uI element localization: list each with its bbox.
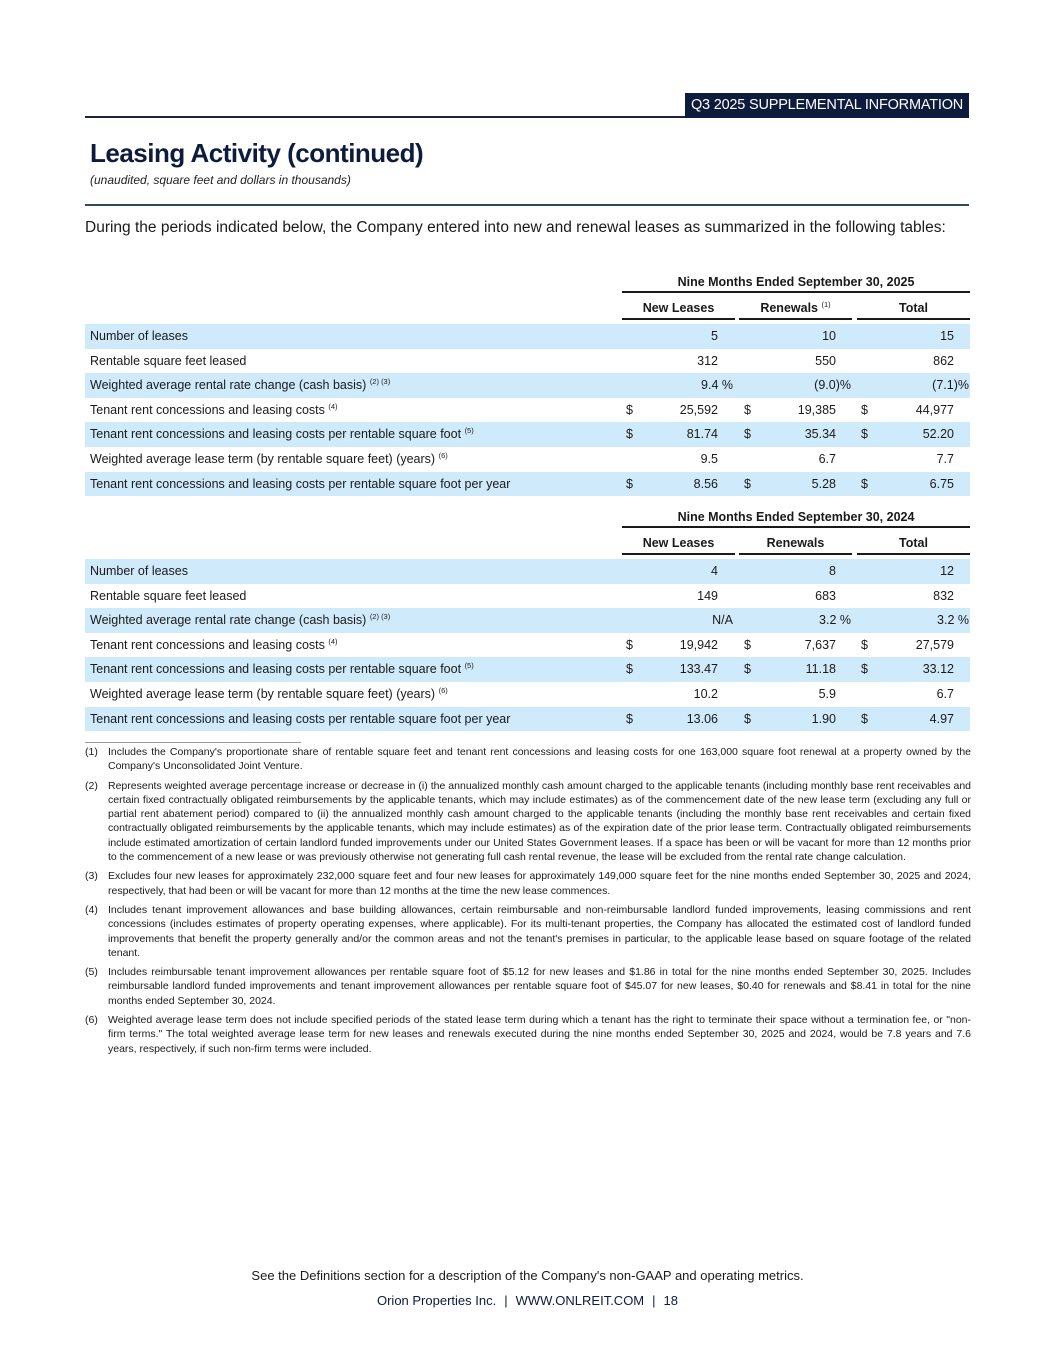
cell-renewals: 10 <box>822 329 836 343</box>
cell-new: 133.47 <box>679 662 718 677</box>
column-header-new-leases: New Leases <box>622 535 735 555</box>
dollar-sign: $ <box>626 637 633 652</box>
row-label-text: Tenant rent concessions and leasing costs <box>90 637 325 652</box>
column-header-renewals <box>739 300 852 320</box>
cell-new: 8.56 <box>693 476 718 491</box>
row-label <box>90 472 510 497</box>
table-row <box>85 422 970 447</box>
column-header-new-leases: New Leases <box>622 300 735 320</box>
row-label-text: Weighted average rental rate change (cash basis) <box>90 613 367 628</box>
cell-renewals: (9.0)% <box>814 378 851 393</box>
period-header: Nine Months Ended September 30, 2025 <box>622 273 970 293</box>
cell-new: 9.4 % <box>701 378 733 393</box>
cell-total: 15 <box>940 329 954 343</box>
cell-total: 7.7 <box>936 451 954 466</box>
table-row <box>85 608 970 633</box>
period-header: Nine Months Ended September 30, 2024 <box>622 508 970 528</box>
footnote-text: Represents weighted average percentage increase or decrease in (i) the annualized monthly cash amount charged to the applicable tenants (including monthly base rent receivables and certain fixed contractually obligated reimbursements by the applicable tenants, which may include estimates) as of the commencement date of the new lease term (excluding any full or partial rent abatement period) compared to (ii) the annualized monthly cash amount charged to the applicable tenants (including the monthly base rent receivables and certain fixed contractually obligated reimbursements by the applicable tenants, which may include estimates) as of the expiration date of the prior lease term. Contractually obligated reimbursements include estimated amortization of certain landlord funded improvements under our United States Government leases. If a space has been or will be vacant for more than 12 months prior to the commencement of a new lease or was previously otherwise not generating full cash rental revenue, the lease will be excluded from the rental rate change calculation. <box>108 779 971 864</box>
footnote-item <box>85 779 971 865</box>
dollar-sign: $ <box>744 427 751 442</box>
dollar-sign: $ <box>861 427 868 442</box>
page-subtitle: (unaudited, square feet and dollars in thousands) <box>90 173 351 187</box>
intro-paragraph: During the periods indicated below, the Company entered into new and renewal leases as summarized in the following tables: <box>85 219 946 236</box>
cell-new: 81.74 <box>686 427 718 442</box>
footnotes <box>85 745 971 1061</box>
footnote-ref: (4) <box>328 401 338 411</box>
cell-renewals: 19,385 <box>797 402 836 417</box>
cell-renewals: 8 <box>829 564 836 578</box>
footnote-item <box>85 965 971 1008</box>
footnote-number: (6) <box>85 1014 98 1027</box>
cell-new: 5 <box>711 329 718 343</box>
footnote-ref: (5) <box>464 426 474 436</box>
row-label <box>90 608 390 633</box>
footnote-divider <box>85 742 301 743</box>
cell-new: 149 <box>697 588 718 603</box>
cell-renewals: 35.34 <box>804 427 836 442</box>
table-body <box>85 559 970 731</box>
table-row <box>85 707 970 732</box>
dollar-sign: $ <box>861 662 868 677</box>
table-row <box>85 584 970 609</box>
website-link[interactable]: WWW.ONLREIT.COM <box>515 1293 645 1308</box>
dollar-sign: $ <box>744 711 751 726</box>
separator: | <box>652 1293 656 1308</box>
cell-renewals: 6.7 <box>818 451 836 466</box>
row-label <box>90 707 510 732</box>
definitions-note: See the Definitions section for a description of the Company's non-GAAP and operating metrics. <box>251 1268 804 1283</box>
cell-renewals: 7,637 <box>804 637 836 652</box>
cell-total: 4.97 <box>929 711 954 726</box>
cell-new: 13.06 <box>686 711 718 726</box>
cell-renewals: 11.18 <box>805 662 836 677</box>
cell-renewals: 5.28 <box>811 476 836 491</box>
column-header-total: Total <box>857 535 970 555</box>
table-row <box>85 398 970 423</box>
dollar-sign: $ <box>861 637 868 652</box>
row-label <box>90 349 246 374</box>
row-label-text: Tenant rent concessions and leasing costs per rentable square foot per year <box>90 476 511 491</box>
dollar-sign: $ <box>744 637 751 652</box>
footnote-text: Includes reimbursable tenant improvement allowances per rentable square foot of $5.12 for new leases and $1.86 in total for the nine months ended September 30, 2025. Includes reimbursable landlord funded improvements and tenant improvement allowances per rentable square foot of $45.07 for new leases, $0.40 for renewals and $8.41 in total for the nine months ended September 30, 2024. <box>108 966 971 1007</box>
supplemental-badge: Q3 2025 SUPPLEMENTAL INFORMATION <box>685 93 969 118</box>
row-label-text: Number of leases <box>90 329 188 343</box>
row-label <box>90 633 338 658</box>
dollar-sign: $ <box>861 476 868 491</box>
footnote-ref: (5) <box>464 661 474 671</box>
cell-total: 3.2 % <box>937 613 969 628</box>
row-label-text: Rentable square feet leased <box>90 588 247 603</box>
page-title: Leasing Activity (continued) <box>90 138 424 168</box>
footnote-number: (2) <box>85 779 98 792</box>
renewals-label: Renewals <box>760 301 818 315</box>
row-label-text: Rentable square feet leased <box>90 353 247 368</box>
table-row <box>85 559 970 584</box>
footnote-item <box>85 745 971 774</box>
cell-total: 33.12 <box>922 662 954 677</box>
dollar-sign: $ <box>744 402 751 417</box>
table-row <box>85 657 970 682</box>
dollar-sign: $ <box>861 402 868 417</box>
table-row <box>85 373 970 398</box>
footnote-item <box>85 903 971 960</box>
cell-total: 44,977 <box>915 402 954 417</box>
dollar-sign: $ <box>861 711 868 726</box>
dollar-sign: $ <box>626 427 633 442</box>
footnote-number: (1) <box>85 746 98 758</box>
footnote-ref: (6) <box>438 685 448 695</box>
column-header-renewals: Renewals <box>739 535 852 555</box>
row-label <box>90 422 474 447</box>
footnote-ref: (1) <box>821 299 831 309</box>
company-name: Orion Properties Inc. <box>376 1293 497 1308</box>
cell-new: N/A <box>712 613 733 628</box>
row-label-text: Weighted average lease term (by rentable square feet) (years) <box>90 451 436 466</box>
dollar-sign: $ <box>626 476 633 491</box>
row-label-text: Weighted average lease term (by rentable square feet) (years) <box>90 686 436 701</box>
footnote-number: (3) <box>85 870 98 883</box>
cell-new: 25,592 <box>679 402 718 417</box>
dollar-sign: $ <box>744 662 751 677</box>
cell-renewals: 550 <box>815 353 836 368</box>
header-rule <box>85 116 685 118</box>
cell-total: 6.7 <box>936 686 954 701</box>
footnote-number: (5) <box>85 966 98 979</box>
cell-new: 4 <box>711 564 718 578</box>
table-row <box>85 324 970 349</box>
column-header-total: Total <box>857 300 970 320</box>
cell-total: 52.20 <box>922 427 954 442</box>
row-label <box>90 373 390 398</box>
footnote-ref: (2) (3) <box>369 377 391 387</box>
cell-new: 9.5 <box>700 451 718 466</box>
table-row <box>85 682 970 707</box>
cell-total: 27,579 <box>915 637 954 652</box>
table-row <box>85 472 970 497</box>
dollar-sign: $ <box>626 402 633 417</box>
row-label <box>90 584 246 609</box>
cell-total: 862 <box>933 353 954 368</box>
footnote-text: Excludes four new leases for approximately 232,000 square feet and four new leases for approximately 149,000 square feet for the nine months ended September 30, 2025 and 2024, respectively, that had been or will be vacant for more than 12 months at the time the new lease commences. <box>108 870 971 897</box>
row-label <box>90 559 188 584</box>
row-label <box>90 447 448 472</box>
footnote-text: Weighted average lease term does not include specified periods of the stated lease term during which a tenant has the right to terminate their space without a termination fee, or "non-firm terms." The total weighted average lease term for new leases and renewals executed during the nine months ended September 30, 2025 and 2024, would be 7.8 years and 7.6 years, respectively, if such non-firm terms were included. <box>108 1014 971 1055</box>
dollar-sign: $ <box>744 476 751 491</box>
footnote-item <box>85 1013 971 1056</box>
page-footer <box>0 1293 1055 1308</box>
table-row <box>85 447 970 472</box>
cell-total: 12 <box>940 564 954 578</box>
row-label <box>90 398 338 423</box>
footnote-ref: (4) <box>328 636 338 646</box>
cell-renewals: 683 <box>815 588 836 603</box>
row-label-text: Weighted average rental rate change (cash basis) <box>90 378 367 393</box>
row-label <box>90 682 448 707</box>
dollar-sign: $ <box>626 662 633 677</box>
footnote-ref: (6) <box>438 450 448 460</box>
table-body <box>85 324 970 496</box>
footnote-text: Includes the Company's proportionate share of rentable square feet and tenant rent concessions and leasing costs for one 163,000 square foot renewal at a property owned by the Company's Unconsolidated Joint Venture. <box>108 746 971 773</box>
row-label-text: Tenant rent concessions and leasing costs <box>90 402 325 417</box>
page-number: 18 <box>663 1293 678 1308</box>
cell-new: 312 <box>697 353 718 368</box>
dollar-sign: $ <box>626 711 633 726</box>
row-label-text: Tenant rent concessions and leasing costs per rentable square foot per year <box>90 711 511 726</box>
table-row <box>85 349 970 374</box>
cell-renewals: 5.9 <box>818 686 836 701</box>
cell-renewals: 1.90 <box>811 711 836 726</box>
table-row <box>85 633 970 658</box>
separator: | <box>504 1293 508 1308</box>
footnote-ref: (2) (3) <box>369 612 391 622</box>
title-divider <box>85 204 969 206</box>
cell-total: 832 <box>933 588 954 603</box>
cell-new: 19,942 <box>679 637 718 652</box>
footnote-text: Includes tenant improvement allowances and base building allowances, certain reimbursable and non-reimbursable landlord funded improvements, leasing commissions and rent concessions (includes estimates of property operating expenses, where applicable). For its multi-tenant properties, the Company has allocated the estimated cost of landlord funded improvements that benefit the property generally and/or the common areas and not the tenant's premises in particular, to the applicable lease based on square footage of the related tenant. <box>108 903 971 959</box>
row-label-text: Number of leases <box>90 564 188 578</box>
cell-renewals: 3.2 % <box>819 613 851 628</box>
row-label-text: Tenant rent concessions and leasing costs per rentable square foot <box>90 662 462 677</box>
footnote-item <box>85 869 971 898</box>
cell-total: (7.1)% <box>932 378 969 393</box>
cell-new: 10.2 <box>693 686 718 701</box>
footnote-number: (4) <box>85 903 98 916</box>
row-label <box>90 324 188 349</box>
row-label-text: Tenant rent concessions and leasing costs per rentable square foot <box>90 427 462 442</box>
row-label <box>90 657 474 682</box>
cell-total: 6.75 <box>929 476 954 491</box>
